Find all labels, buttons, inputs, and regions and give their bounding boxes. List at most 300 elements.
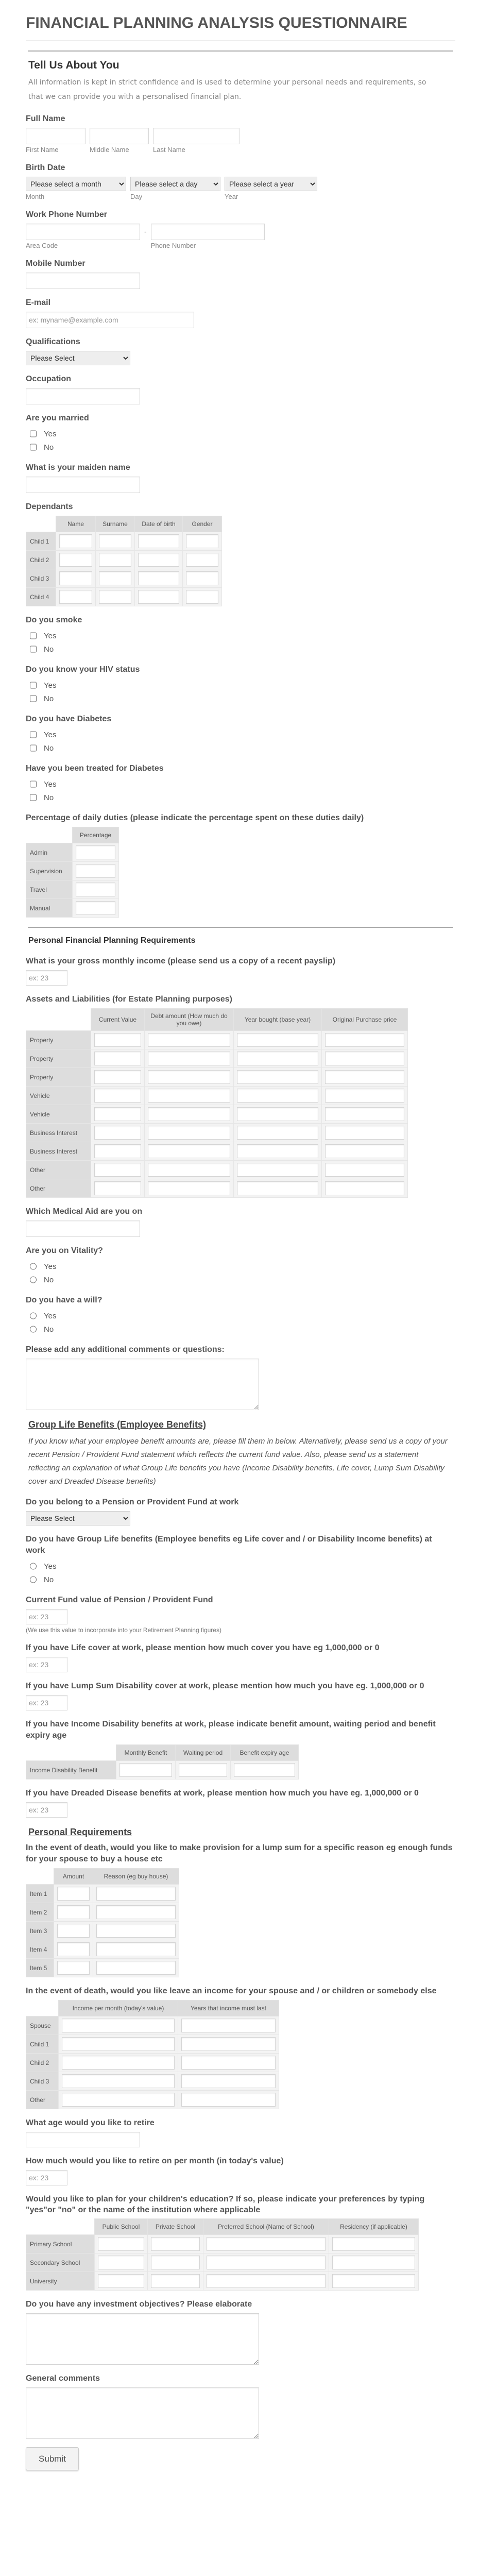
month-sublabel: Month <box>26 193 45 200</box>
married-no-checkbox[interactable] <box>30 444 37 451</box>
table-cell-input[interactable] <box>148 1126 230 1140</box>
hiv-no-checkbox[interactable] <box>30 695 37 702</box>
table-cell-input[interactable] <box>94 1163 141 1177</box>
table-row <box>26 1885 179 1903</box>
table-cell-input[interactable] <box>237 1181 318 1195</box>
area-code-sublabel: Area Code <box>26 242 58 249</box>
full-name-label: Full Name <box>26 114 65 123</box>
table-cell <box>145 1031 234 1049</box>
section-heading-about: Tell Us About You <box>28 59 119 71</box>
vitality-no-option[interactable] <box>30 1273 479 1286</box>
option-label: No <box>44 694 54 703</box>
vitality-yes-option[interactable] <box>30 1260 479 1273</box>
table-cell-input[interactable] <box>148 1052 230 1065</box>
row-label: Child 2 <box>26 2054 59 2072</box>
table-cell <box>96 588 135 606</box>
table-cell <box>203 2253 329 2272</box>
table-cell-input[interactable] <box>332 2274 415 2288</box>
table-cell <box>234 1087 322 1105</box>
table-cell-input[interactable] <box>325 1089 404 1103</box>
smoke-field <box>26 615 479 656</box>
table-cell-input[interactable] <box>207 2237 326 2251</box>
table-cell <box>135 551 183 569</box>
table-cell-input[interactable] <box>325 1107 404 1121</box>
group-life-benefits-field <box>26 1534 479 1586</box>
general-comments-textarea[interactable] <box>26 2387 259 2439</box>
table-row <box>26 1922 179 1940</box>
table-cell-input[interactable] <box>94 1107 141 1121</box>
dreaded-input[interactable] <box>26 1802 67 1818</box>
group-life-text: If you know what your employee benefit amounts are, please fill them in below. Alternatively, please send us a copy of your recent Pension / Provident Fund statement which reflects the current fund value. Also, please send us a statement reflecting an explanation of what Group Life benefits you have (Income Disability benefits, Life cover, Lump Sum Disability cover and Dreaded Disease benefits) <box>28 1437 448 1486</box>
income-death-field <box>26 1986 479 2109</box>
table-cell <box>96 532 135 551</box>
table-cell <box>91 1124 145 1142</box>
column-header: Debt amount (How much do you owe) <box>145 1009 234 1031</box>
life-cover-input[interactable] <box>26 1657 67 1672</box>
table-cell <box>178 2072 279 2091</box>
table-cell <box>135 588 183 606</box>
table-cell-input[interactable] <box>62 2037 175 2051</box>
section-heading-pfpr: Personal Financial Planning Requirements <box>28 936 196 945</box>
row-label: Other <box>26 2091 59 2109</box>
married-yes-option[interactable] <box>30 427 479 440</box>
retire-age-label: What age would you like to retire <box>26 2119 155 2127</box>
diabetes-no-checkbox[interactable] <box>30 744 37 752</box>
medical-aid-input[interactable] <box>26 1221 140 1237</box>
table-cell <box>329 2235 419 2253</box>
email-label: E-mail <box>26 298 51 307</box>
table-cell <box>91 1161 145 1179</box>
table-cell-input[interactable] <box>57 1942 90 1956</box>
table-cell-input[interactable] <box>99 534 131 548</box>
occupation-field <box>26 374 479 404</box>
retire-age-input[interactable] <box>26 2132 140 2147</box>
table-cell-input[interactable] <box>94 1144 141 1158</box>
gl-no-option[interactable] <box>30 1573 479 1586</box>
table-cell-input[interactable] <box>148 1163 230 1177</box>
table-cell-input[interactable] <box>237 1144 318 1158</box>
column-header: Public School <box>95 2219 148 2235</box>
phone-number-input[interactable] <box>151 224 265 240</box>
diabetes-no-option[interactable] <box>30 741 479 755</box>
treated-yes-option[interactable] <box>30 777 479 791</box>
middle-name-sublabel: Middle Name <box>90 146 129 154</box>
row-label: Primary School <box>26 2235 95 2253</box>
qualifications-select[interactable] <box>26 351 130 365</box>
table-cell <box>176 1761 231 1780</box>
table-header-row <box>26 1745 299 1761</box>
table-cell-input[interactable] <box>151 2256 200 2269</box>
table-cell-input[interactable] <box>148 1144 230 1158</box>
table-cell <box>73 899 119 918</box>
table-row <box>26 1087 408 1105</box>
table-cell-input[interactable] <box>62 2093 175 2107</box>
table-cell <box>234 1142 322 1161</box>
table-row <box>26 2035 279 2054</box>
table-cell-input[interactable] <box>148 1107 230 1121</box>
table-cell <box>183 569 222 588</box>
option-label: Yes <box>44 631 57 640</box>
table-row <box>26 899 119 918</box>
table-corner <box>26 2219 95 2235</box>
table-cell-input[interactable] <box>148 1181 230 1195</box>
table-cell <box>135 532 183 551</box>
vitality-no-radio[interactable] <box>30 1276 37 1283</box>
email-input[interactable] <box>26 312 194 328</box>
gross-income-input[interactable] <box>26 970 67 986</box>
pension-label: Do you belong to a Pension or Provident Fund at work <box>26 1498 239 1506</box>
table-row <box>26 880 119 899</box>
table-cell-input[interactable] <box>181 2037 276 2051</box>
retire-income-label: How much would you like to retire on per month (in today's value) <box>26 2157 284 2165</box>
last-name-input[interactable] <box>153 128 239 144</box>
email-field <box>26 297 479 328</box>
table-cell <box>322 1105 408 1124</box>
diabetes-field <box>26 714 479 755</box>
row-label: Vehicle <box>26 1087 91 1105</box>
birth-year-select[interactable] <box>225 177 317 191</box>
table-cell <box>91 1105 145 1124</box>
column-header: Surname <box>96 516 135 532</box>
row-label: Manual <box>26 899 73 918</box>
mobile-input[interactable] <box>26 273 140 289</box>
column-header: Benefit expiry age <box>231 1745 299 1761</box>
table-cell-input[interactable] <box>94 1181 141 1195</box>
table-cell <box>96 551 135 569</box>
married-yes-checkbox[interactable] <box>30 430 37 437</box>
table-cell <box>322 1068 408 1087</box>
retire-income-input[interactable] <box>26 2170 67 2185</box>
table-cell <box>145 1068 234 1087</box>
table-cell-input[interactable] <box>99 590 131 604</box>
table-row <box>26 1161 408 1179</box>
table-cell-input[interactable] <box>148 1033 230 1047</box>
smoke-no-option[interactable] <box>30 642 479 656</box>
table-cell-input[interactable] <box>98 2256 144 2269</box>
table-header-row <box>26 2001 279 2016</box>
hiv-yes-option[interactable] <box>30 679 479 692</box>
comments-textarea[interactable] <box>26 1359 259 1410</box>
table-cell-input[interactable] <box>148 1070 230 1084</box>
table-cell-input[interactable] <box>96 1924 176 1938</box>
submit-button[interactable]: Submit <box>26 2447 79 2470</box>
table-row <box>26 1068 408 1087</box>
year-sublabel: Year <box>225 193 238 200</box>
table-cell <box>178 2091 279 2109</box>
treated-no-checkbox[interactable] <box>30 794 37 801</box>
table-cell-input[interactable] <box>62 2019 175 2032</box>
table-cell-input[interactable] <box>148 1089 230 1103</box>
table-cell-input[interactable] <box>99 553 131 567</box>
table-cell-input[interactable] <box>151 2274 200 2288</box>
column-header: Year bought (base year) <box>234 1009 322 1031</box>
table-cell <box>59 2035 178 2054</box>
row-label: Other <box>26 1179 91 1198</box>
table-cell-input[interactable] <box>181 2056 276 2070</box>
table-cell-input[interactable] <box>234 1763 295 1777</box>
table-cell-input[interactable] <box>207 2256 326 2269</box>
table-cell-input[interactable] <box>96 1887 176 1901</box>
column-header: Preferred School (Name of School) <box>203 2219 329 2235</box>
education-label: Would you like to plan for your children's education? If so, please indicate your preferences by typing "yes"or "no" or the name of the institution where applicable <box>26 2195 425 2214</box>
table-cell-input[interactable] <box>76 864 115 878</box>
diabetes-label: Do you have Diabetes <box>26 715 112 723</box>
table-cell <box>95 2235 148 2253</box>
table-cell-input[interactable] <box>325 1144 404 1158</box>
table-cell-input[interactable] <box>325 1181 404 1195</box>
diabetes-yes-checkbox[interactable] <box>30 731 37 738</box>
lump-disability-label: If you have Lump Sum Disability cover at work, please mention how much you have eg. 1,000,000 or 0 <box>26 1682 424 1690</box>
table-cell <box>54 1922 93 1940</box>
table-cell <box>234 1105 322 1124</box>
table-cell-input[interactable] <box>332 2256 415 2269</box>
investment-textarea[interactable] <box>26 2313 259 2365</box>
table-cell-input[interactable] <box>59 590 92 604</box>
table-cell-input[interactable] <box>94 1089 141 1103</box>
smoke-yes-checkbox[interactable] <box>30 632 37 639</box>
table-cell <box>183 551 222 569</box>
smoke-label: Do you smoke <box>26 616 82 624</box>
table-cell-input[interactable] <box>181 2074 276 2088</box>
table-cell-input[interactable] <box>98 2237 144 2251</box>
table-cell-input[interactable] <box>96 1961 176 1975</box>
row-label: Child 1 <box>26 2035 59 2054</box>
table-header-row <box>26 827 119 843</box>
lump-disability-field <box>26 1681 479 1710</box>
assets-label: Assets and Liabilities (for Estate Planning purposes) <box>26 995 232 1004</box>
treated-no-option[interactable] <box>30 791 479 804</box>
first-name-input[interactable] <box>26 128 85 144</box>
table-cell-input[interactable] <box>138 571 179 585</box>
table-cell <box>183 588 222 606</box>
table-cell-input[interactable] <box>94 1126 141 1140</box>
table-cell-input[interactable] <box>59 571 92 585</box>
table-cell-input[interactable] <box>119 1763 172 1777</box>
table-cell-input[interactable] <box>186 534 218 548</box>
table-corner <box>26 827 73 843</box>
table-cell-input[interactable] <box>237 1052 318 1065</box>
table-cell-input[interactable] <box>62 2056 175 2070</box>
table-cell-input[interactable] <box>59 534 92 548</box>
diabetes-yes-option[interactable] <box>30 728 479 741</box>
vitality-yes-radio[interactable] <box>30 1263 37 1270</box>
will-field <box>26 1295 479 1336</box>
table-cell-input[interactable] <box>76 883 115 896</box>
table-cell <box>145 1161 234 1179</box>
table-cell-input[interactable] <box>96 1905 176 1919</box>
table-cell <box>234 1031 322 1049</box>
occupation-input[interactable] <box>26 388 140 404</box>
table-cell-input[interactable] <box>325 1126 404 1140</box>
table-cell <box>93 1940 179 1959</box>
table-row <box>26 1124 408 1142</box>
table-cell <box>135 569 183 588</box>
dreaded-field <box>26 1788 479 1818</box>
hiv-yes-checkbox[interactable] <box>30 682 37 689</box>
table-cell-input[interactable] <box>57 1924 90 1938</box>
table-cell-input[interactable] <box>186 590 218 604</box>
will-yes-option[interactable] <box>30 1309 479 1323</box>
pension-field <box>26 1497 479 1526</box>
table-cell-input[interactable] <box>237 1070 318 1084</box>
table-cell <box>234 1124 322 1142</box>
gl-yes-radio[interactable] <box>30 1563 37 1570</box>
table-cell-input[interactable] <box>99 571 131 585</box>
table-cell-input[interactable] <box>237 1163 318 1177</box>
table-cell <box>54 1940 93 1959</box>
maiden-name-input[interactable] <box>26 477 140 493</box>
table-cell-input[interactable] <box>207 2274 326 2288</box>
table-cell-input[interactable] <box>325 1052 404 1065</box>
table-cell-input[interactable] <box>62 2074 175 2088</box>
table-cell-input[interactable] <box>59 553 92 567</box>
table-corner <box>26 1869 54 1885</box>
table-cell <box>91 1068 145 1087</box>
option-label: No <box>44 443 54 452</box>
smoke-no-checkbox[interactable] <box>30 646 37 653</box>
gl-yes-option[interactable] <box>30 1560 479 1573</box>
row-label: Item 2 <box>26 1903 54 1922</box>
treated-field <box>26 763 479 804</box>
table-cell-input[interactable] <box>237 1126 318 1140</box>
table-corner <box>26 1009 91 1031</box>
table-cell-input[interactable] <box>76 901 115 915</box>
table-cell-input[interactable] <box>94 1052 141 1065</box>
birth-date-field <box>26 162 479 201</box>
table-cell-input[interactable] <box>98 2274 144 2288</box>
will-no-radio[interactable] <box>30 1326 37 1333</box>
table-cell-input[interactable] <box>325 1163 404 1177</box>
row-label: Child 4 <box>26 588 56 606</box>
table-row <box>26 1940 179 1959</box>
table-cell-input[interactable] <box>181 2093 276 2107</box>
gl-no-radio[interactable] <box>30 1576 37 1583</box>
table-cell <box>116 1761 176 1780</box>
married-no-option[interactable] <box>30 440 479 454</box>
table-cell <box>148 2235 203 2253</box>
table-cell-input[interactable] <box>57 1887 90 1901</box>
table-cell <box>91 1031 145 1049</box>
birth-month-select[interactable] <box>26 177 126 191</box>
option-label: Yes <box>44 779 57 789</box>
lump-death-label: In the event of death, would you like to make provision for a lump sum for a specific reason eg enough funds for your spouse to buy a house etc <box>26 1843 453 1863</box>
table-cell <box>93 1922 179 1940</box>
table-cell <box>322 1142 408 1161</box>
area-code-input[interactable] <box>26 224 140 240</box>
table-cell-input[interactable] <box>332 2237 415 2251</box>
phone-separator: - <box>144 227 147 235</box>
assets-field <box>26 994 479 1198</box>
table-cell-input[interactable] <box>57 1961 90 1975</box>
table-cell <box>178 2016 279 2035</box>
table-cell-input[interactable] <box>151 2237 200 2251</box>
section-divider <box>28 927 453 928</box>
option-label: No <box>44 793 54 802</box>
will-yes-radio[interactable] <box>30 1312 37 1319</box>
table-cell-input[interactable] <box>94 1070 141 1084</box>
row-label: Child 3 <box>26 2072 59 2091</box>
table-cell-input[interactable] <box>57 1905 90 1919</box>
table-row <box>26 588 222 606</box>
table-cell <box>234 1161 322 1179</box>
column-header: Reason (eg buy house) <box>93 1869 179 1885</box>
pension-select[interactable] <box>26 1511 130 1526</box>
column-header: Gender <box>183 516 222 532</box>
table-row <box>26 1142 408 1161</box>
table-cell <box>91 1049 145 1068</box>
table-cell <box>178 2054 279 2072</box>
table-row <box>26 2016 279 2035</box>
table-cell-input[interactable] <box>325 1033 404 1047</box>
table-cell <box>322 1179 408 1198</box>
full-name-field <box>26 113 479 154</box>
column-header: Current Value <box>91 1009 145 1031</box>
table-cell-input[interactable] <box>237 1033 318 1047</box>
table-cell <box>203 2235 329 2253</box>
table-cell-input[interactable] <box>179 1763 227 1777</box>
table-row <box>26 1761 299 1780</box>
row-label: Property <box>26 1031 91 1049</box>
table-row <box>26 843 119 862</box>
birth-day-select[interactable] <box>130 177 220 191</box>
table-row <box>26 1105 408 1124</box>
hiv-field <box>26 664 479 705</box>
table-cell-input[interactable] <box>76 845 115 859</box>
table-cell-input[interactable] <box>138 590 179 604</box>
table-corner <box>26 1745 116 1761</box>
table-cell <box>145 1105 234 1124</box>
smoke-yes-option[interactable] <box>30 629 479 642</box>
column-header: Years that income must last <box>178 2001 279 2016</box>
will-no-option[interactable] <box>30 1323 479 1336</box>
table-cell-input[interactable] <box>325 1070 404 1084</box>
table-cell-input[interactable] <box>138 553 179 567</box>
table-cell <box>234 1049 322 1068</box>
qualifications-label: Qualifications <box>26 337 80 346</box>
lump-disability-input[interactable] <box>26 1695 67 1710</box>
column-header: Private School <box>148 2219 203 2235</box>
table-cell-input[interactable] <box>138 534 179 548</box>
row-label: Property <box>26 1068 91 1087</box>
table-cell <box>145 1142 234 1161</box>
table-cell-input[interactable] <box>186 553 218 567</box>
row-label: University <box>26 2272 95 2291</box>
table-cell <box>91 1142 145 1161</box>
option-label: Yes <box>44 681 57 690</box>
work-phone-field <box>26 209 479 250</box>
table-cell-input[interactable] <box>237 1089 318 1103</box>
fund-value-input[interactable] <box>26 1609 67 1624</box>
table-cell-input[interactable] <box>181 2019 276 2032</box>
intro-text: All information is kept in strict confidence and is used to determine your personal needs and requirements, so that we can provide you with a personalised financial plan. <box>28 78 426 101</box>
table-cell-input[interactable] <box>186 571 218 585</box>
treated-yes-checkbox[interactable] <box>30 781 37 788</box>
first-name-sublabel: First Name <box>26 146 59 154</box>
table-cell-input[interactable] <box>237 1107 318 1121</box>
hiv-no-option[interactable] <box>30 692 479 705</box>
table-cell-input[interactable] <box>94 1033 141 1047</box>
duties-table <box>26 827 119 918</box>
duties-field <box>26 812 479 918</box>
middle-name-input[interactable] <box>90 128 149 144</box>
table-header-row <box>26 1869 179 1885</box>
table-cell <box>59 2054 178 2072</box>
table-cell-input[interactable] <box>96 1942 176 1956</box>
income-disability-field <box>26 1719 479 1780</box>
life-cover-label: If you have Life cover at work, please mention how much cover you have eg 1,000,000 or 0 <box>26 1643 380 1652</box>
column-header: Date of birth <box>135 516 183 532</box>
maiden-name-field <box>26 462 479 493</box>
